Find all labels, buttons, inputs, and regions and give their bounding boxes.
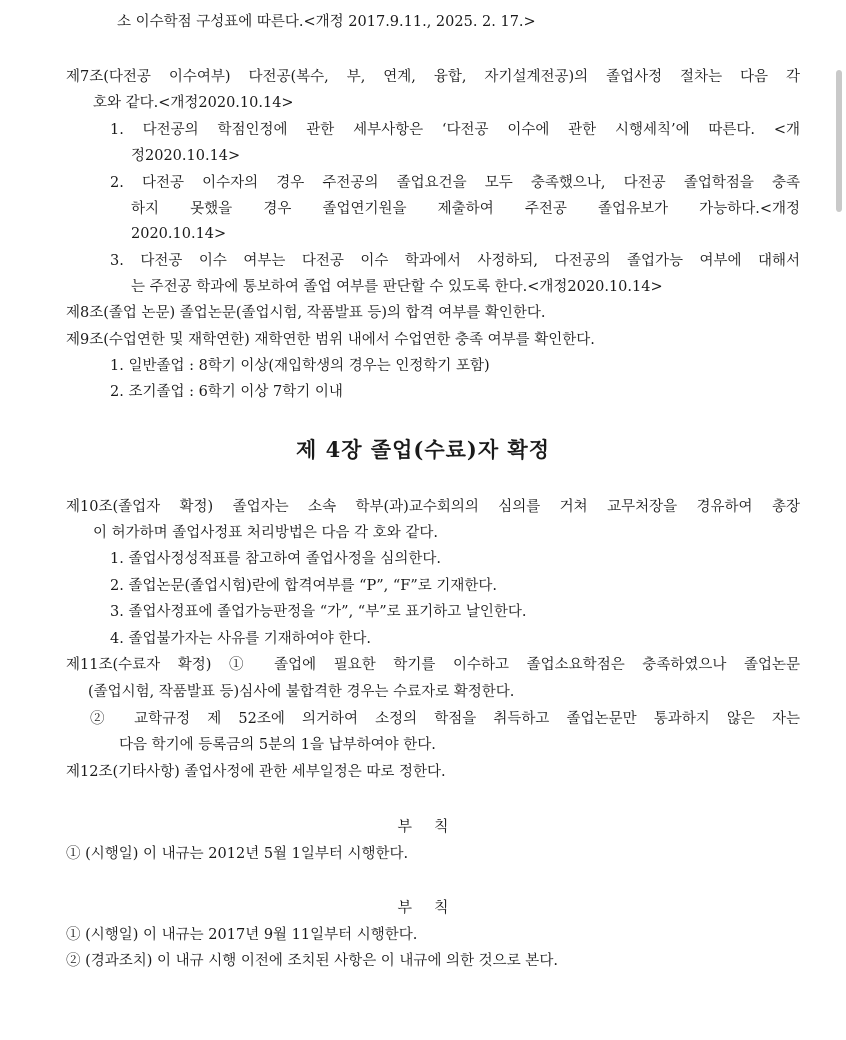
addendum-1-title: 부칙 bbox=[397, 817, 471, 835]
article-7-item-1-cont: 정2020.10.14> bbox=[131, 148, 241, 164]
addendum-1-paragraph-1: ① (시행일) 이 내규는 2012년 5월 1일부터 시행한다. bbox=[66, 846, 409, 862]
article-7-item-2: 2. 다전공 이수자의 경우 주전공의 졸업요건을 모두 충족했으나, 다전공 졸업학점을 충족 bbox=[110, 175, 800, 191]
vertical-scrollbar[interactable] bbox=[836, 70, 842, 212]
article-8: 제8조(졸업 논문) 졸업논문(졸업시험, 작품발표 등)의 합격 여부를 확인한다. bbox=[66, 305, 546, 321]
article-10-item-4: 4. 졸업불가자는 사유를 기재하여야 한다. bbox=[110, 631, 371, 647]
chapter-4-title: 제 4장 졸업(수료)자 확정 bbox=[296, 437, 550, 462]
addendum-2-title: 부칙 bbox=[397, 898, 471, 916]
article-10-heading-cont: 이 허가하며 졸업사정표 처리방법은 다음 각 호와 같다. bbox=[93, 525, 439, 541]
article-7-item-3: 3. 다전공 이수 여부는 다전공 이수 학과에서 사정하되, 다전공의 졸업가능 여부에 대해서 bbox=[110, 253, 800, 269]
article-7-item-2-cont2: 2020.10.14> bbox=[131, 226, 227, 242]
article-11-paragraph-2: ② 교학규정 제 52조에 의거하여 소정의 학점을 취득하고 졸업논문만 통과하지 않은 자는 bbox=[90, 711, 800, 727]
article-9-item-2: 2. 조기졸업 : 6학기 이상 7학기 이내 bbox=[110, 384, 343, 400]
article-9-item-1: 1. 일반졸업 : 8학기 이상(재입학생의 경우는 인정학기 포함) bbox=[110, 358, 490, 374]
article-10-item-3: 3. 졸업사정표에 졸업가능판정을 “가”, “부”로 표기하고 날인한다. bbox=[110, 604, 527, 620]
article-10-heading: 제10조(졸업자 확정) 졸업자는 소속 학부(과)교수회의의 심의를 거쳐 교무처장을 경유하여 총장 bbox=[66, 499, 800, 515]
article-10-item-1: 1. 졸업사정성적표를 참고하여 졸업사정을 심의한다. bbox=[110, 551, 442, 567]
article-7-item-2-cont: 하지 못했을 경우 졸업연기원을 제출하여 주전공 졸업유보가 가능하다.<개정 bbox=[131, 201, 800, 217]
article-7-item-3-cont: 는 주전공 학과에 통보하여 졸업 여부를 판단할 수 있도록 한다.<개정2020.10.14> bbox=[131, 279, 663, 295]
article-11-paragraph-2-cont: 다음 학기에 등록금의 5분의 1을 납부하여야 한다. bbox=[119, 737, 436, 753]
article-7-heading-cont: 호와 같다.<개정2020.10.14> bbox=[93, 95, 294, 111]
article-12: 제12조(기타사항) 졸업사정에 관한 세부일정은 따로 정한다. bbox=[66, 764, 446, 780]
article-6-continuation: 소 이수학점 구성표에 따른다.<개정 2017.9.11., 2025. 2. 17.> bbox=[117, 14, 536, 30]
addendum-2-paragraph-1: ① (시행일) 이 내규는 2017년 9월 11일부터 시행한다. bbox=[66, 927, 418, 943]
article-7-item-1: 1. 다전공의 학점인정에 관한 세부사항은 ‘다전공 이수에 관한 시행세칙’에 따른다. <개 bbox=[110, 122, 800, 138]
addendum-2-paragraph-2: ② (경과조치) 이 내규 시행 이전에 조치된 사항은 이 내규에 의한 것으로 본다. bbox=[66, 953, 558, 969]
article-10-item-2: 2. 졸업논문(졸업시험)란에 합격여부를 “P”, “F”로 기재한다. bbox=[110, 578, 498, 594]
article-11-heading-cont: (졸업시험, 작품발표 등)심사에 불합격한 경우는 수료자로 확정한다. bbox=[88, 684, 515, 700]
article-7-heading: 제7조(다전공 이수여부) 다전공(복수, 부, 연계, 융합, 자기설계전공)의 졸업사정 절차는 다음 각 bbox=[66, 69, 800, 85]
article-11-heading: 제11조(수료자 확정) ① 졸업에 필요한 학기를 이수하고 졸업소요학점은 충족하였으나 졸업논문 bbox=[66, 657, 800, 673]
article-9: 제9조(수업연한 및 재학연한) 재학연한 범위 내에서 수업연한 충족 여부를 확인한다. bbox=[66, 332, 595, 348]
